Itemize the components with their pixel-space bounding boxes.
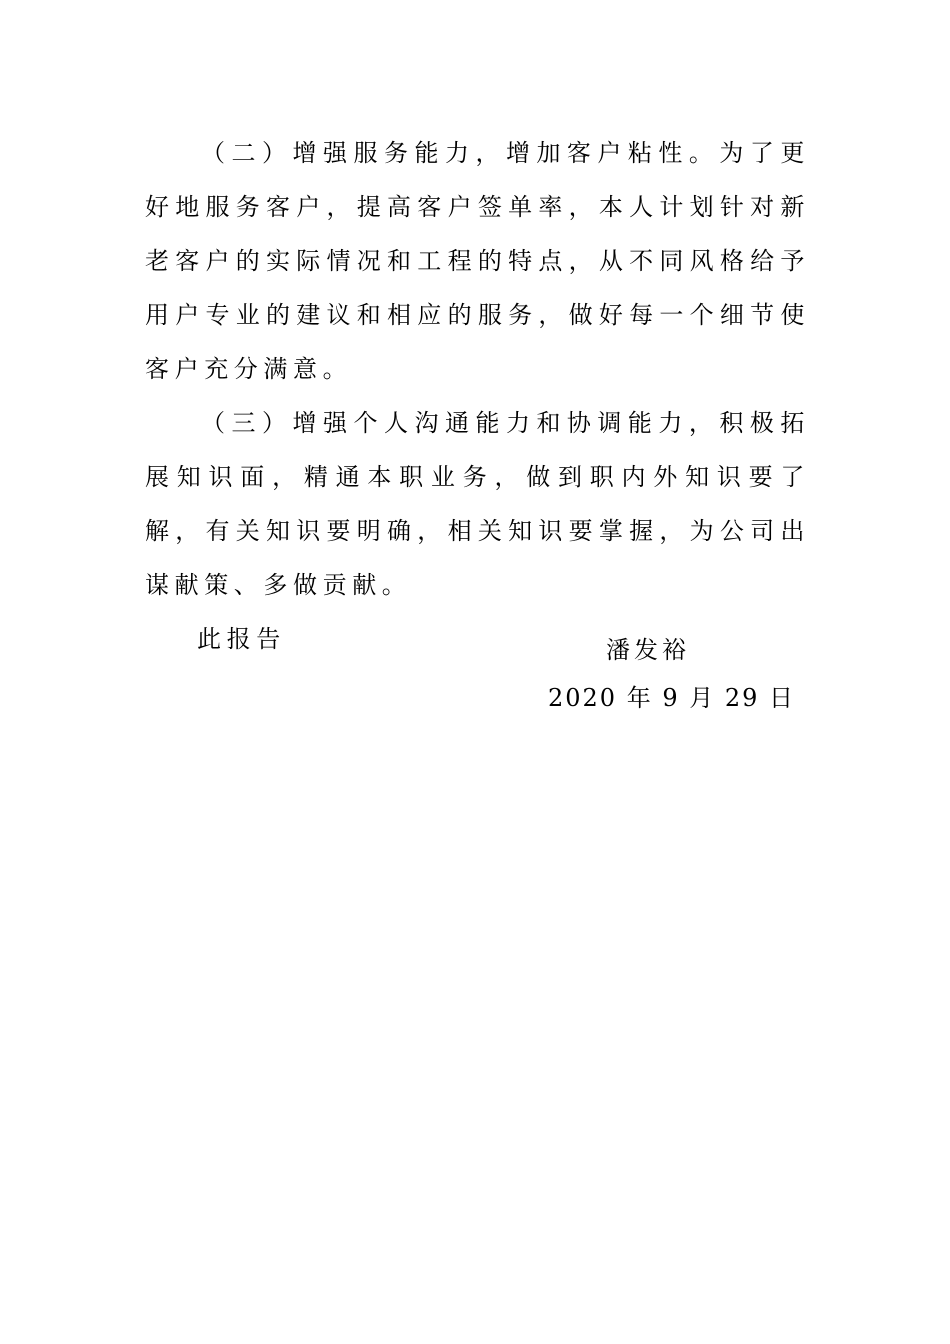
paragraph-service-capability: （二）增强服务能力，增加客户粘性。为了更好地服务客户，提高客户签单率，本人计划针对新老客户的实际情况和工程的特点，从不同风格给予用户专业的建议和相应的服务，做好每一个细节使客户充分满意。 <box>145 139 810 383</box>
paragraph-communication-capability: （三）增强个人沟通能力和协调能力，积极拓展知识面，精通本职业务，做到职内外知识要了解，有关知识要明确，相关知识要掌握，为公司出谋献策、多做贡献。 <box>145 409 810 599</box>
report-body <box>145 126 810 666</box>
signature-name: 潘发裕 <box>606 636 690 664</box>
closing-phrase: 此报告 <box>197 625 286 653</box>
signature-date: 2020 年 9 月 29 日 <box>548 684 796 712</box>
